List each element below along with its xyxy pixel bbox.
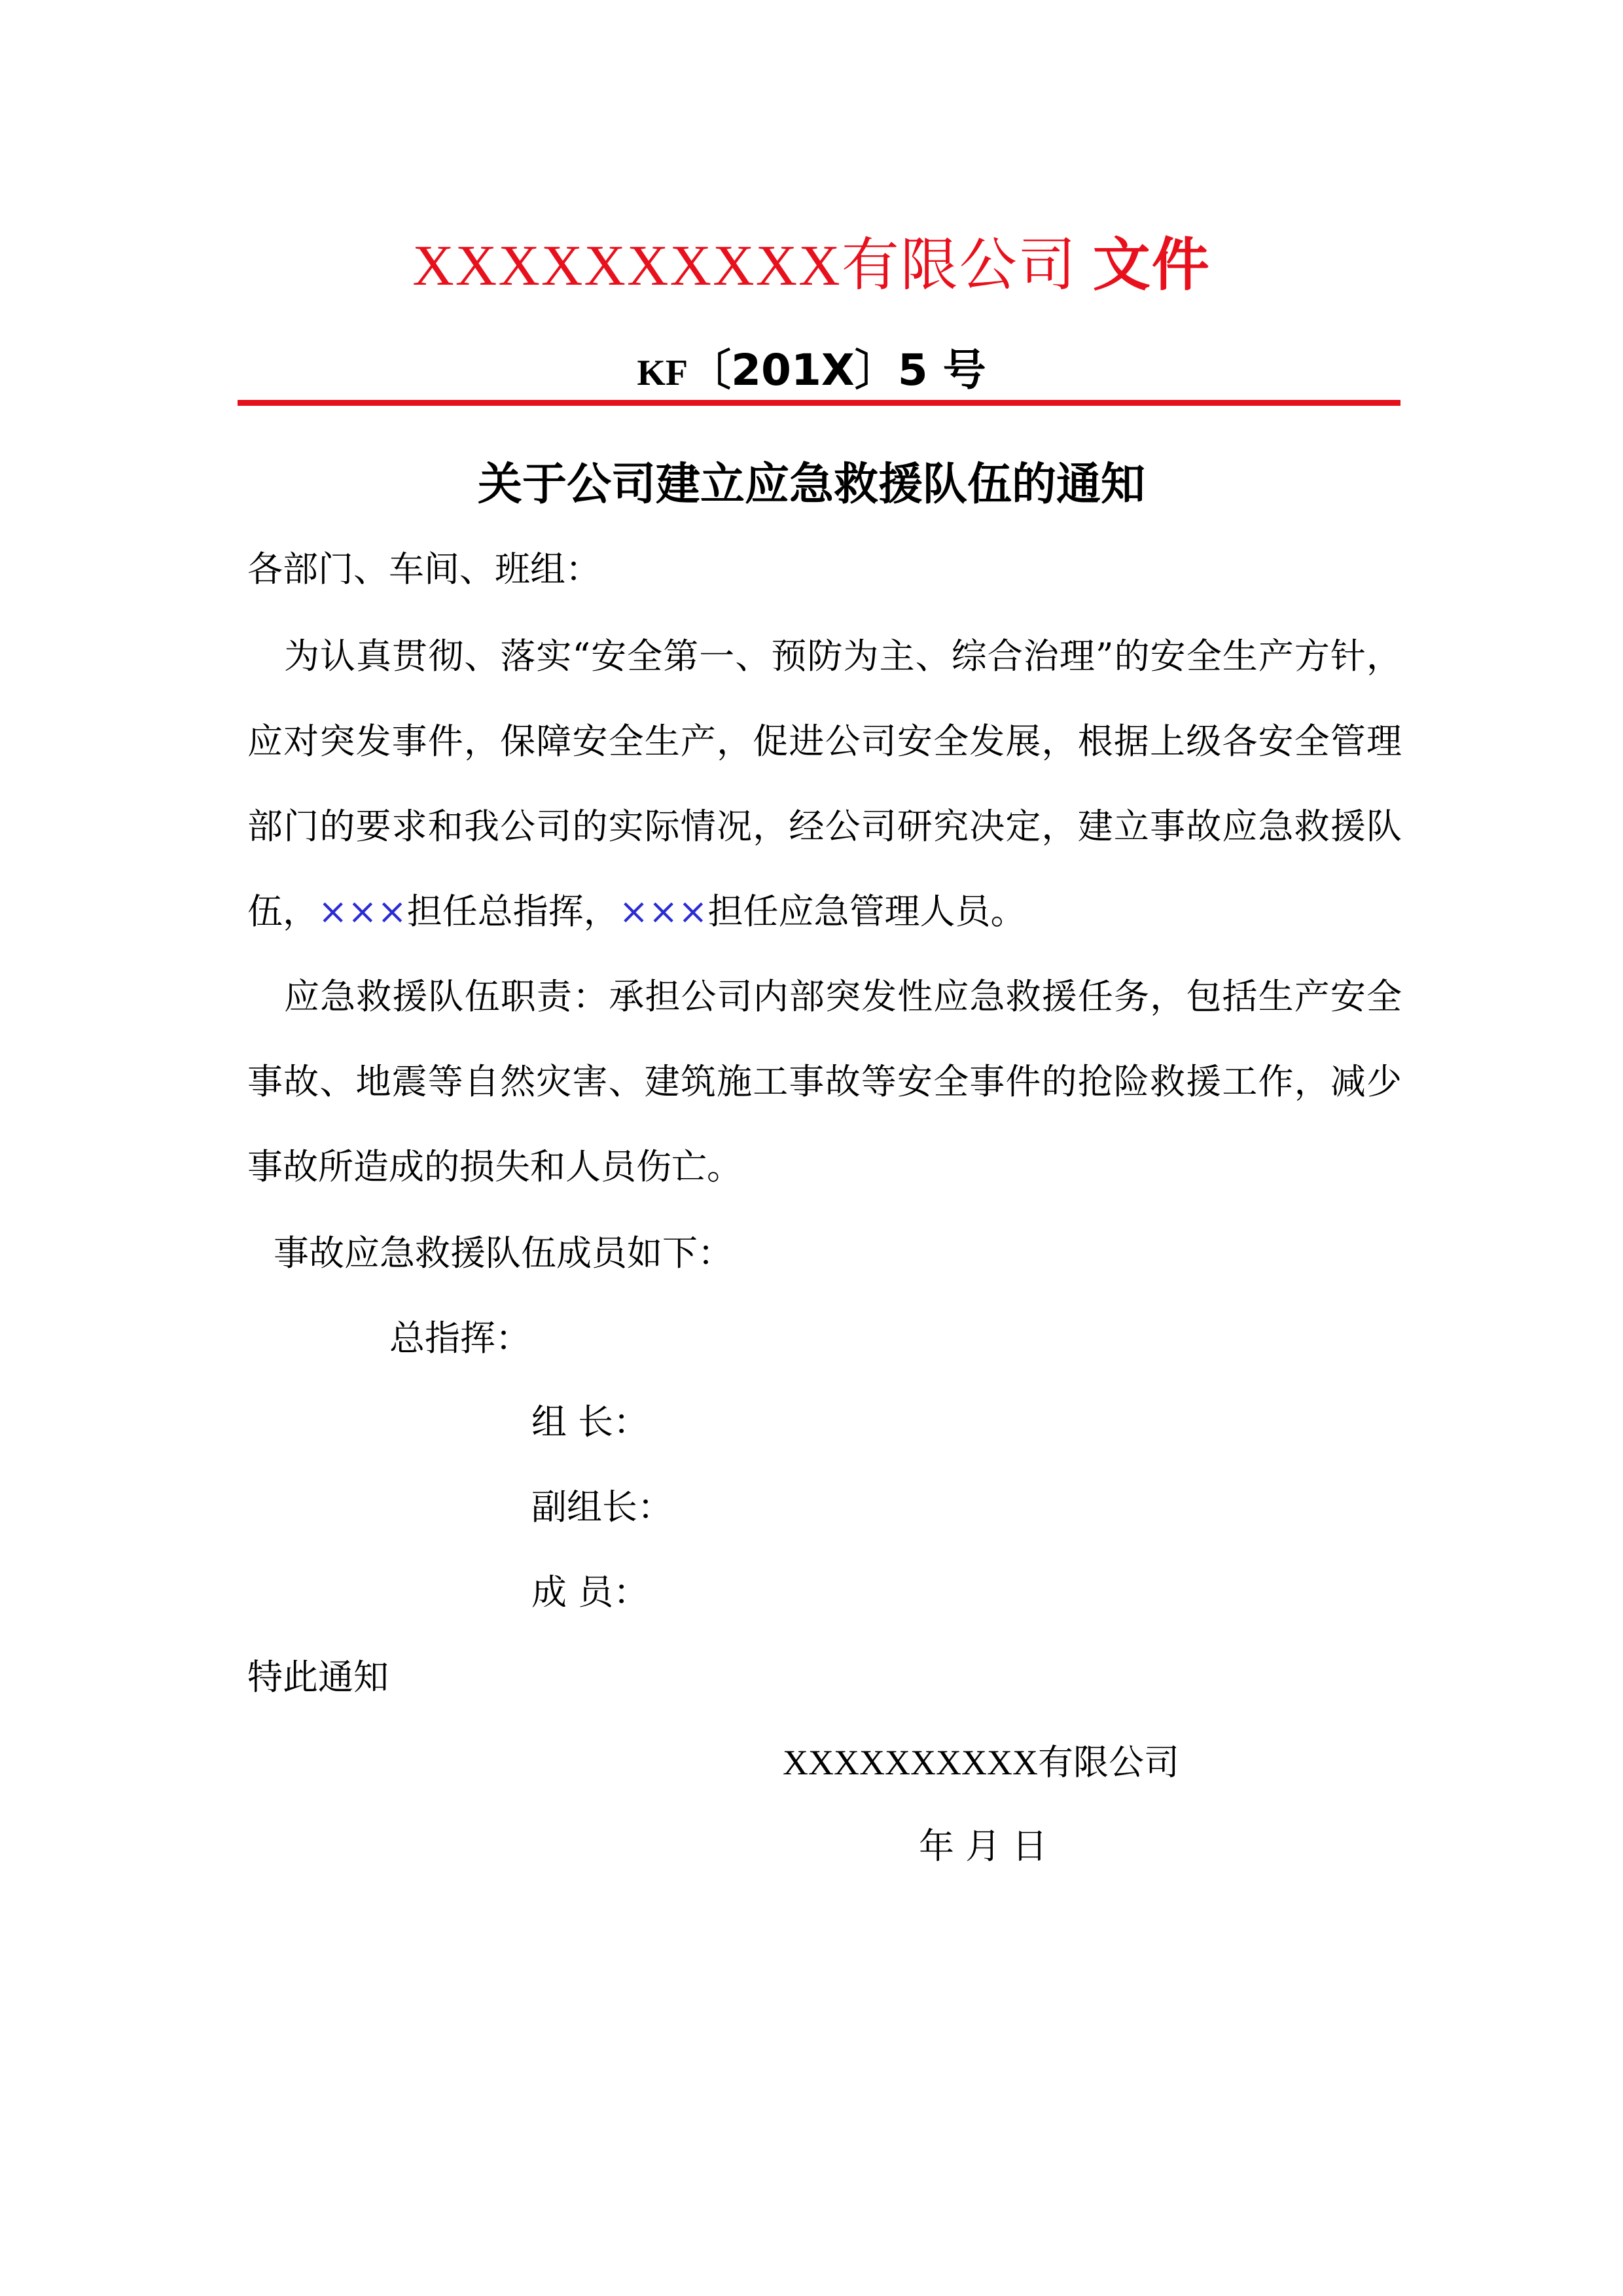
document-number-prefix: KF — [637, 353, 688, 393]
signature-company — [783, 1740, 1179, 1785]
header-company-name — [412, 234, 1093, 298]
header-company-suffix: 有限公司 — [841, 234, 1077, 298]
header-divider-rule — [238, 400, 1400, 406]
paragraph-establishment-text-3: 担任应急管理人员。 — [707, 891, 1026, 932]
document-header-title — [0, 229, 1623, 302]
document-number — [0, 340, 1623, 403]
role-leader-label: 组 长： — [531, 1401, 649, 1443]
role-member-label: 成 员： — [531, 1571, 649, 1613]
paragraph-establishment-text-2: 担任总指挥， — [406, 891, 619, 932]
signature-company-placeholder: XXXXXXXXXX — [783, 1743, 1038, 1782]
paragraph-responsibilities: 应急救援队伍职责：承担公司内部突发性应急救援任务，包括生产安全事故、地震等自然灾害、建筑施工事故等安全事件的抢险救援工作，减少事故所造成的损失和人员伤亡。 — [247, 976, 1402, 1187]
paragraph-establishment — [247, 614, 1402, 954]
header-company-placeholder: XXXXXXXXXX — [412, 234, 842, 298]
signature-company-suffix: 有限公司 — [1037, 1742, 1179, 1783]
header-doc-word: 文件 — [1092, 231, 1211, 298]
placeholder-manager-name: ××× — [618, 891, 708, 932]
notice-title: 关于公司建立应急救援队伍的通知 — [477, 458, 1145, 511]
closing-line: 特此通知 — [247, 1657, 389, 1698]
paragraph-establishment-text-1: 为认真贯彻、落实“安全第一、预防为主、综合治理”的安全生产方针，应对突发事件，保障安全生产，促进公司安全发展，根据上级各安全管理部门的要求和我公司的实际情况，经公司研究决定，建立事故应急救援队伍， — [247, 636, 1402, 932]
salutation: 各部门、车间、班组： — [247, 548, 601, 590]
members-intro: 事故应急救援队伍成员如下： — [274, 1232, 733, 1274]
role-commander-label: 总指挥： — [389, 1318, 531, 1359]
signature-date: 年 月 日 — [919, 1825, 1048, 1867]
document-number-value: 〔201X〕5 号 — [688, 345, 986, 395]
placeholder-commander-name: ××× — [318, 891, 407, 932]
role-deputy-leader-label: 副组长： — [531, 1486, 673, 1528]
